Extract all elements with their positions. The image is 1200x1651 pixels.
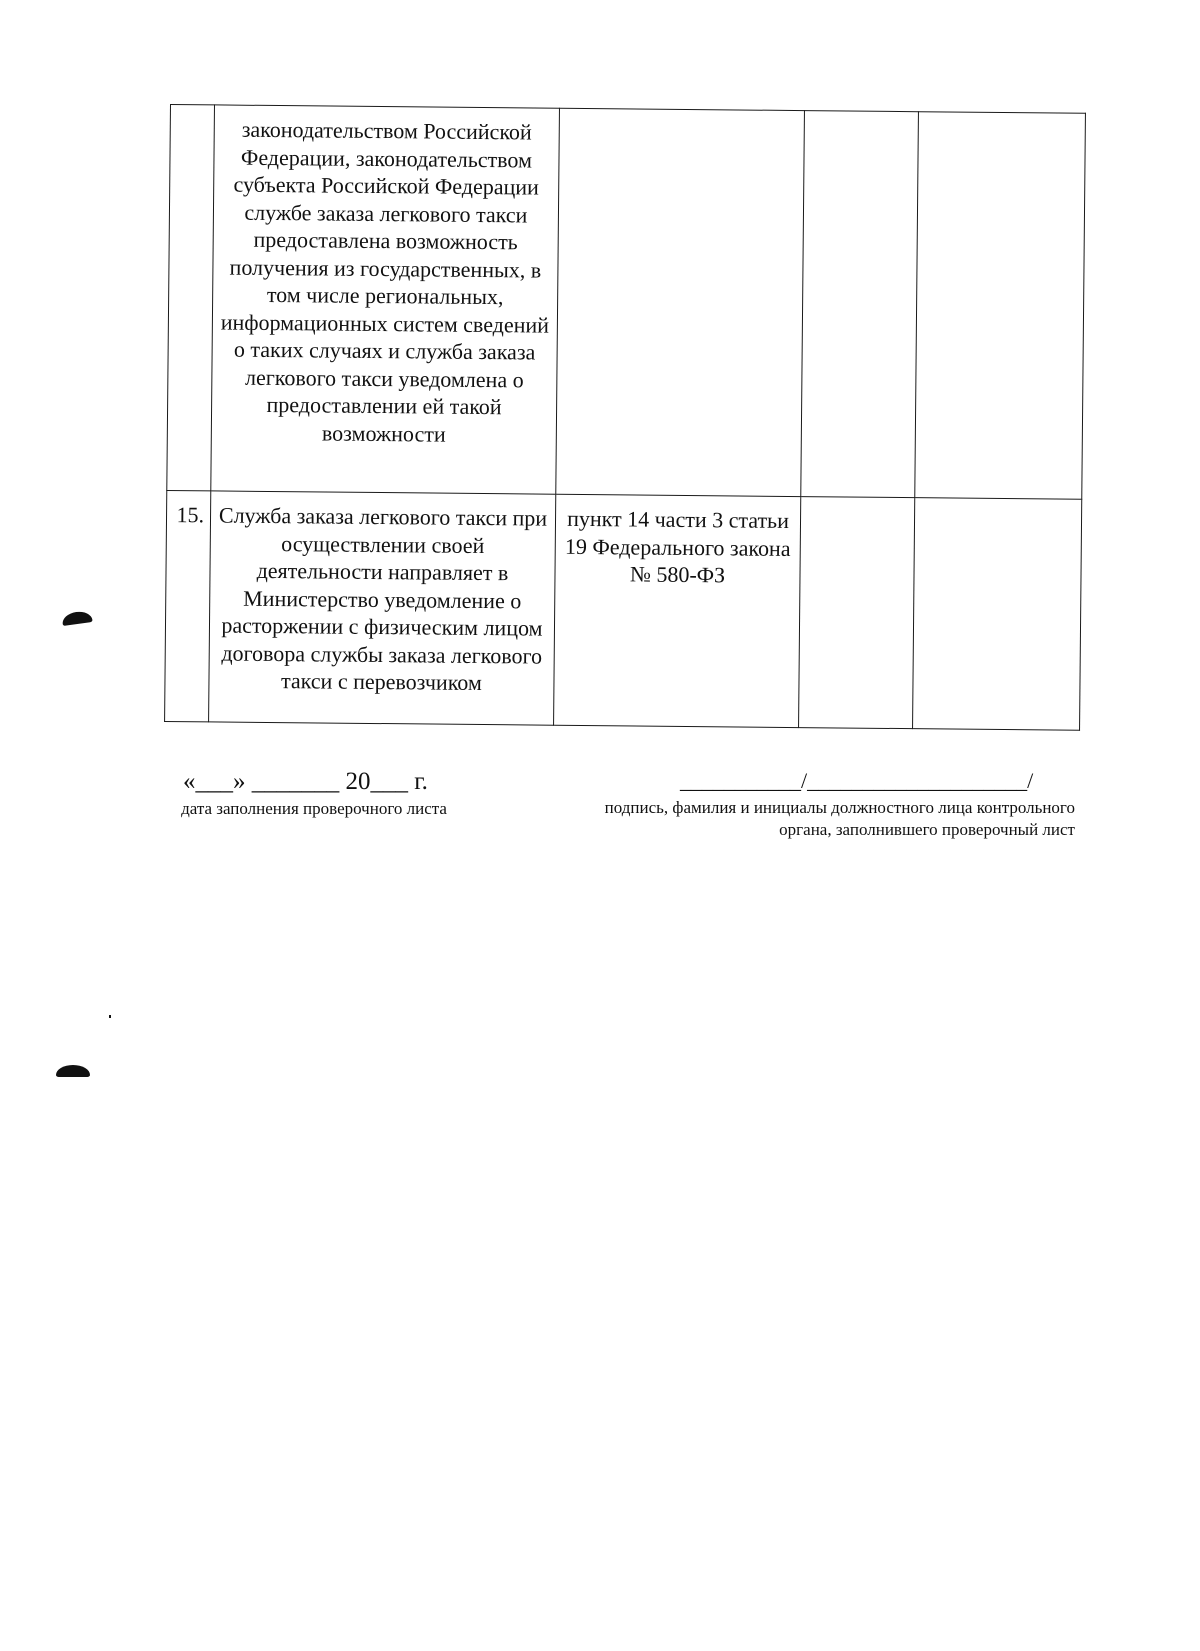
requirement-text: Служба заказа легкового такси при осуществлении своей деятельности направляет в Министерство уведомление о расторжении с физическим лицом договора службы заказа легкового такси с перевозчиком xyxy=(218,502,548,696)
requirement-text: законодательством Российской Федерации, законодательством субъекта Российской Федерации службе заказа легкового такси предоставлена возможность получения из государственных, в том числе региональных, информационных систем сведений о таких случаях и служба заказа легкового такси уведомлена о предоставлении ей такой возможности xyxy=(220,116,550,447)
row-number-cell xyxy=(165,490,211,721)
answer-cell xyxy=(799,497,915,729)
note-text xyxy=(919,112,1085,114)
date-fill-line: «___» _______ 20___ г. xyxy=(183,768,428,795)
legal-reference-text xyxy=(560,109,804,121)
row-number: 15. xyxy=(176,502,205,528)
note-text xyxy=(915,498,1081,500)
legal-reference-cell xyxy=(556,108,805,496)
answer-text xyxy=(805,111,918,112)
date-caption: дата заполнения проверочного листа xyxy=(181,799,447,818)
answer-text xyxy=(801,497,914,498)
scan-artifact-mark xyxy=(61,610,92,626)
row-number xyxy=(171,105,214,115)
row-number-cell xyxy=(167,105,215,491)
legal-reference-cell xyxy=(554,494,801,727)
checklist-table-wrapper xyxy=(164,104,1085,743)
note-cell xyxy=(913,498,1082,731)
table-row xyxy=(167,105,1086,500)
signature-caption: подпись, фамилия и инициалы должностного лица контрольного органа, заполнившего проверочный лист xyxy=(604,798,1075,839)
note-cell xyxy=(915,112,1086,500)
table-row xyxy=(165,490,1082,730)
answer-cell xyxy=(801,111,919,498)
scan-artifact-dot xyxy=(109,1015,111,1018)
checklist-table xyxy=(164,104,1086,731)
legal-reference-text: пункт 14 части 3 статьи 19 Федерального закона № 580-ФЗ xyxy=(564,505,791,588)
signature-fill-line: ___________/____________________/ xyxy=(680,768,1034,793)
scan-artifact-mark xyxy=(56,1065,90,1077)
requirement-cell xyxy=(211,105,560,494)
requirement-cell xyxy=(209,491,556,725)
